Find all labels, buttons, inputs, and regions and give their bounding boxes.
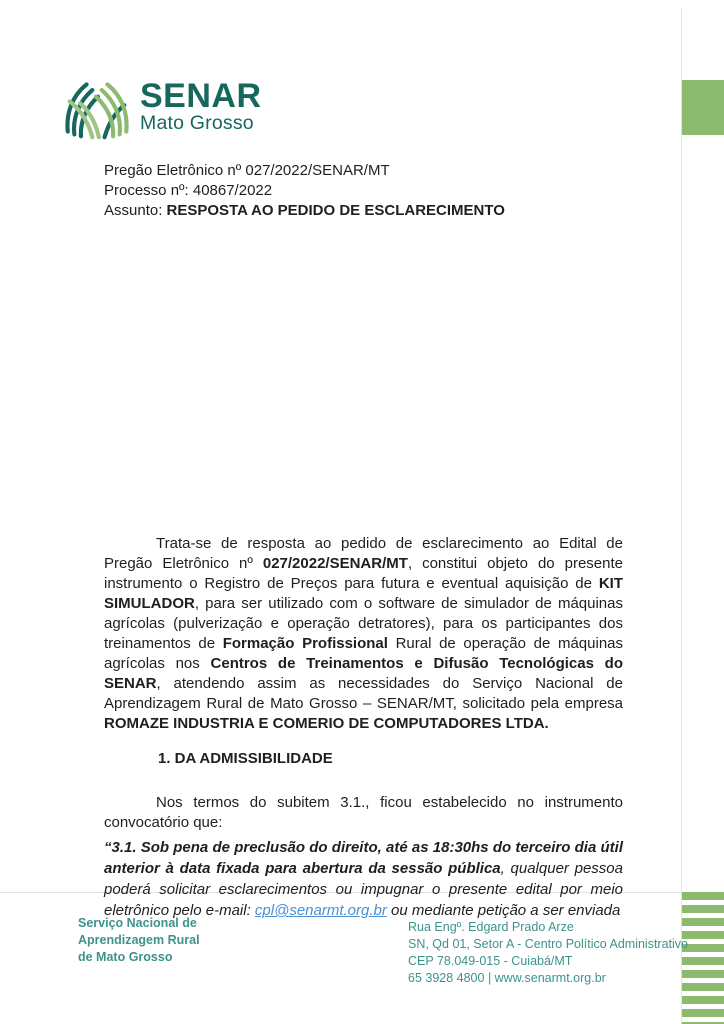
footer-org-line: Aprendizagem Rural	[78, 933, 200, 947]
quote-paragraph	[104, 837, 623, 921]
intro-segment-bold: Formação Profissional	[222, 635, 388, 652]
footer-address	[408, 919, 688, 987]
grass-icon	[64, 76, 130, 140]
quote-normal-part: , qualquer pessoa poderá solicitar esclarecimentos ou impugnar o presente edital por meio eletrônico pelo e-mail:	[104, 860, 623, 919]
document-header	[104, 161, 624, 221]
section-heading-admissibilidade: 1. DA ADMISSIBILIDADE	[158, 750, 333, 767]
footer-org-name	[78, 915, 200, 966]
assunto-value: RESPOSTA AO PEDIDO DE ESCLARECIMENTO	[166, 202, 505, 219]
intro-segment: , para ser utilizado com o software de simulador de máquinas agrícolas (pulverização e operação detratores), para os participantes dos treinamentos de	[104, 595, 623, 652]
logo-text	[140, 77, 262, 134]
footer-address-line: Rua Engº. Edgard Prado Arze	[408, 920, 574, 934]
footer-org-line: Serviço Nacional de	[78, 916, 197, 930]
intro-segment: Rural de operação de máquinas agrícolas nos	[104, 635, 624, 672]
footer-address-line: SN, Qd 01, Setor A - Centro Político Administrativo	[408, 937, 688, 951]
logo-title: SENAR	[140, 77, 262, 115]
footer-address-line: CEP 78.049-015 - Cuiabá/MT	[408, 954, 573, 968]
header-line-assunto	[104, 201, 624, 221]
assunto-label: Assunto:	[104, 202, 167, 219]
intro-segment: Trata-se de resposta ao pedido de esclarecimento ao Edital de Pregão Eletrônico nº	[104, 535, 623, 572]
quote-normal-part: ou mediante petição a ser enviada	[386, 902, 621, 919]
footer-address-line: 65 3928 4800 | www.senarmt.org.br	[408, 971, 606, 985]
intro-paragraph	[104, 534, 623, 734]
section-paragraph: Nos termos do subitem 3.1., ficou estabelecido no instrumento convocatório que:	[104, 794, 623, 831]
green-accent-block	[682, 80, 724, 135]
green-stripes-decoration	[682, 892, 724, 1024]
email-link[interactable]: cpl@senarmt.org.br	[254, 902, 387, 919]
header-line-pregao: Pregão Eletrônico nº 027/2022/SENAR/MT	[104, 162, 390, 179]
right-vertical-rule	[681, 8, 682, 1024]
intro-segment-bold: KIT SIMULADOR	[104, 575, 623, 612]
logo-subtitle: Mato Grosso	[140, 112, 254, 134]
footer-org-line: de Mato Grosso	[78, 950, 173, 964]
intro-segment-bold: Centros de Treinamentos e Difusão Tecnológicas do SENAR	[104, 655, 623, 692]
header-line-processo: Processo nº: 40867/2022	[104, 182, 273, 199]
intro-segment-bold: ROMAZE INDUSTRIA E COMERIO DE COMPUTADORES LTDA.	[104, 715, 549, 732]
intro-segment: , atendendo assim as necessidades do Serviço Nacional de Aprendizagem Rural de Mato Grosso – SENAR/MT, solicitado pela empresa	[104, 675, 623, 712]
quote-bold-part: “3.1. Sob pena de preclusão do direito, até as 18:30hs do terceiro dia útil anterior à data fixada para abertura da sessão pública	[104, 839, 623, 877]
senar-logo	[64, 76, 262, 140]
intro-segment-bold: 027/2022/SENAR/MT	[262, 555, 408, 572]
intro-segment: , constitui objeto do presente instrumento o Registro de Preços para futura e eventual aquisição de	[104, 555, 623, 592]
